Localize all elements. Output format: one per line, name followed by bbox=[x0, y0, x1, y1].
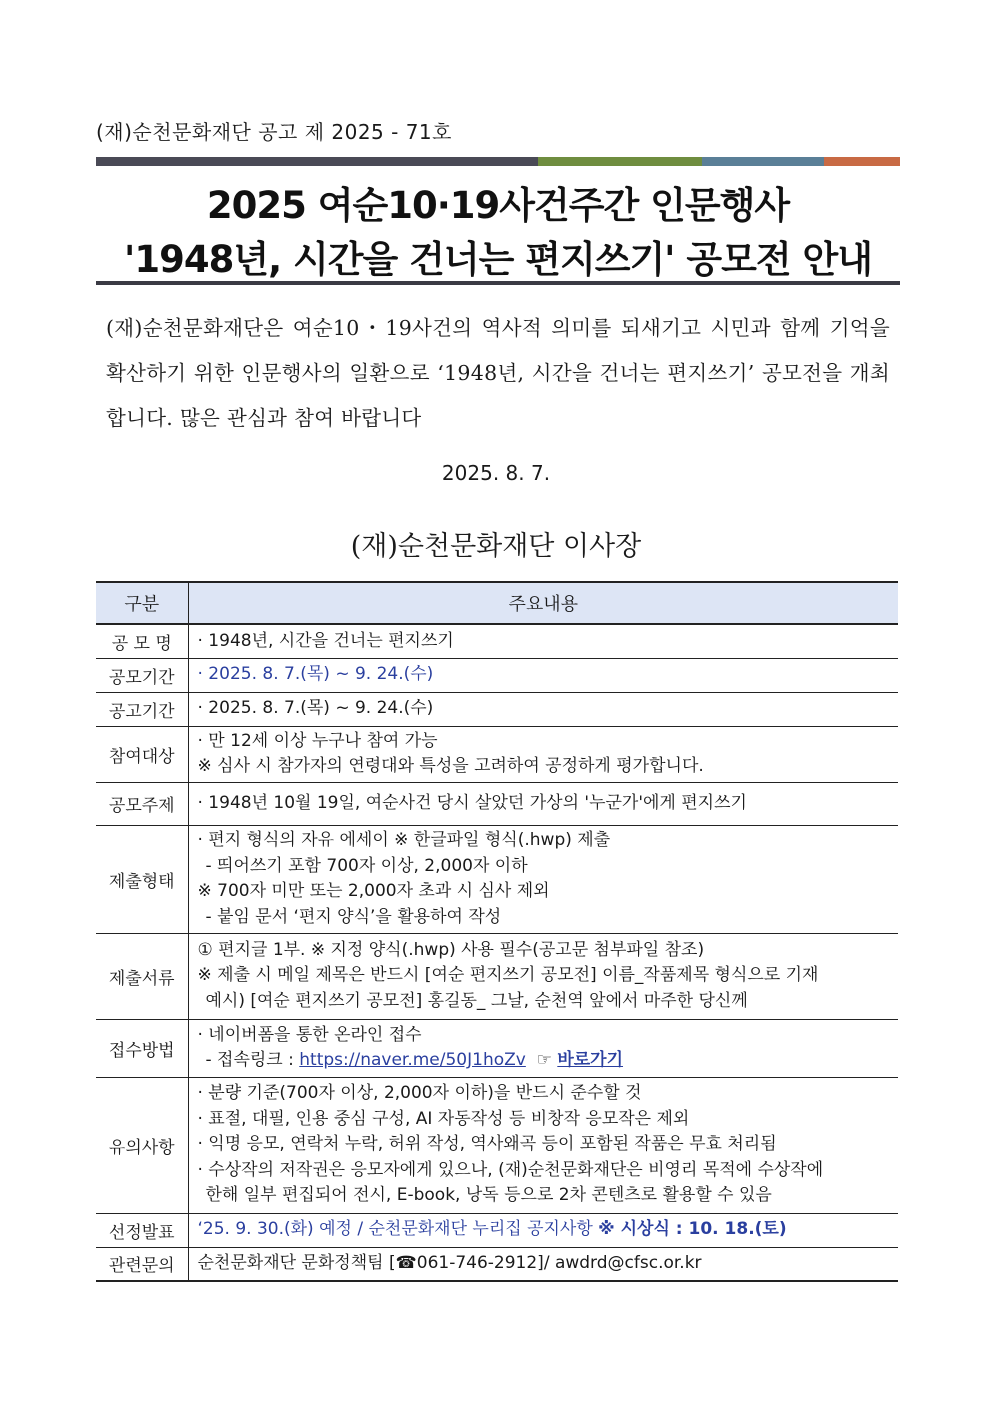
color-bar-segment bbox=[702, 157, 824, 166]
shortcut-link[interactable]: 바로가기 bbox=[557, 1050, 624, 1070]
intro-paragraph: (재)순천문화재단은 여순10・19사건의 역사적 의미를 되새기고 시민과 함께 기억을 확산하기 위한 인문행사의 일환으로 ‘1948년, 시간을 건너는 편지쓰기’ 공모전을 개최합니다. 많은 관심과 참여 바랍니다 bbox=[106, 316, 890, 430]
notes-line: · 표절, 대필, 인용 중심 구성, AI 자동작성 등 비창작 응모작은 제외 bbox=[197, 1108, 690, 1129]
notes-line: · 익명 응모, 연락처 누락, 허위 작성, 역사왜곡 등이 포함된 작품은 무효 처리됨 bbox=[197, 1134, 777, 1155]
table-row bbox=[96, 624, 898, 658]
documents-line: ※ 제출 시 메일 제목은 반드시 [여순 편지쓰기 공모전] 이름_작품제목 형식으로 기재 bbox=[197, 965, 819, 986]
documents-cell bbox=[188, 933, 898, 1019]
announcement-value: ‘25. 9. 30.(화) 예정 / 순천문화재단 누리집 공지사항 bbox=[197, 1219, 593, 1240]
table-row bbox=[96, 1213, 898, 1247]
table-row bbox=[96, 1077, 898, 1213]
documents-line: 예시) [여순 편지쓰기 공모전] 홍길동_ 그날, 순천역 앞에서 마주한 당신께 bbox=[205, 990, 748, 1011]
submission-cell bbox=[188, 1019, 898, 1077]
info-table bbox=[96, 581, 898, 1282]
row-label: 공모기간 bbox=[96, 658, 188, 692]
table-row bbox=[96, 1247, 898, 1281]
issuer-name: (재)순천문화재단 이사장 bbox=[350, 531, 642, 562]
eligibility-line: · 만 12세 이상 누구나 참여 가능 bbox=[197, 730, 438, 751]
color-bar-segment bbox=[824, 157, 900, 166]
row-label: 접수방법 bbox=[96, 1019, 188, 1077]
format-line: - 붙임 문서 ‘편지 양식’을 활용하여 작성 bbox=[205, 906, 502, 927]
table-row bbox=[96, 1019, 898, 1077]
table-row bbox=[96, 933, 898, 1019]
row-label: 선정발표 bbox=[96, 1213, 188, 1247]
contest-name-value: · 1948년, 시간을 건너는 편지쓰기 bbox=[188, 624, 898, 658]
eligibility-cell bbox=[188, 726, 898, 782]
title-underline bbox=[96, 281, 900, 285]
eligibility-note: ※ 심사 시 참가자의 연령대와 특성을 고려하여 공정하게 평가합니다. bbox=[197, 756, 704, 776]
notes-line: · 수상작의 저작권은 응모자에게 있으나, (재)순천문화재단은 비영리 목적에 수상작에 bbox=[197, 1159, 824, 1180]
documents-line: ① 편지글 1부. ※ 지정 양식(.hwp) 사용 필수(공고문 첨부파일 참조) bbox=[197, 939, 705, 960]
table-header-row bbox=[96, 582, 898, 624]
row-label: 공 모 명 bbox=[96, 624, 188, 658]
row-label: 공고기간 bbox=[96, 692, 188, 726]
table-row bbox=[96, 825, 898, 933]
header-label: 구분 bbox=[96, 582, 188, 624]
notice-period-value: · 2025. 8. 7.(목) ~ 9. 24.(수) bbox=[188, 692, 898, 726]
link-prefix: - 접속링크 : bbox=[205, 1050, 300, 1070]
page-title-line1: 2025 여순10·19사건주간 인문행사 bbox=[206, 184, 790, 227]
contest-period-value: · 2025. 8. 7.(목) ~ 9. 24.(수) bbox=[188, 658, 898, 692]
page-title-line2: '1948년, 시간을 건너는 편지쓰기' 공모전 안내 bbox=[124, 238, 872, 281]
color-bar-segment bbox=[538, 157, 702, 166]
ceremony-date: ※ 시상식 : 10. 18.(토) bbox=[598, 1219, 787, 1240]
table-row bbox=[96, 692, 898, 726]
format-line: ※ 700자 미만 또는 2,000자 초과 시 심사 제외 bbox=[197, 881, 550, 901]
submission-link[interactable]: https://naver.me/50J1hoZv bbox=[299, 1050, 526, 1070]
header-content: 주요내용 bbox=[188, 582, 898, 624]
row-label: 제출형태 bbox=[96, 825, 188, 933]
row-label: 제출서류 bbox=[96, 933, 188, 1019]
theme-value: · 1948년 10월 19일, 여순사건 당시 살았던 가상의 '누군가'에게 편지쓰기 bbox=[188, 782, 898, 825]
contact-value: 순천문화재단 문화정책팀 [☎061-746-2912]/ awdrd@cfsc.or.kr bbox=[188, 1247, 898, 1281]
notes-line: 한해 일부 편집되어 전시, E-book, 낭독 등으로 2차 콘텐츠로 활용할 수 있음 bbox=[205, 1185, 772, 1206]
pointing-hand-icon: ☞ bbox=[536, 1050, 552, 1070]
format-line: · 편지 형식의 자유 에세이 ※ 한글파일 형식(.hwp) 제출 bbox=[197, 830, 611, 850]
row-label: 공모주제 bbox=[96, 782, 188, 825]
table-row bbox=[96, 658, 898, 692]
format-cell bbox=[188, 825, 898, 933]
notes-cell bbox=[188, 1077, 898, 1213]
table-row bbox=[96, 726, 898, 782]
notice-number: (재)순천문화재단 공고 제 2025 - 71호 bbox=[96, 120, 452, 144]
color-bar-segment bbox=[96, 157, 538, 166]
table-row bbox=[96, 782, 898, 825]
row-label: 관련문의 bbox=[96, 1247, 188, 1281]
format-line: - 띄어쓰기 포함 700자 이상, 2,000자 이하 bbox=[205, 855, 528, 876]
decorative-color-bar bbox=[96, 157, 900, 166]
row-label: 참여대상 bbox=[96, 726, 188, 782]
submission-link-line bbox=[198, 1048, 899, 1074]
notice-date: 2025. 8. 7. bbox=[441, 461, 551, 485]
announcement-cell bbox=[188, 1213, 898, 1247]
notes-line: · 분량 기준(700자 이상, 2,000자 이하)을 반드시 준수할 것 bbox=[197, 1083, 642, 1104]
submission-line: · 네이버폼을 통한 온라인 접수 bbox=[197, 1024, 422, 1045]
row-label: 유의사항 bbox=[96, 1077, 188, 1213]
